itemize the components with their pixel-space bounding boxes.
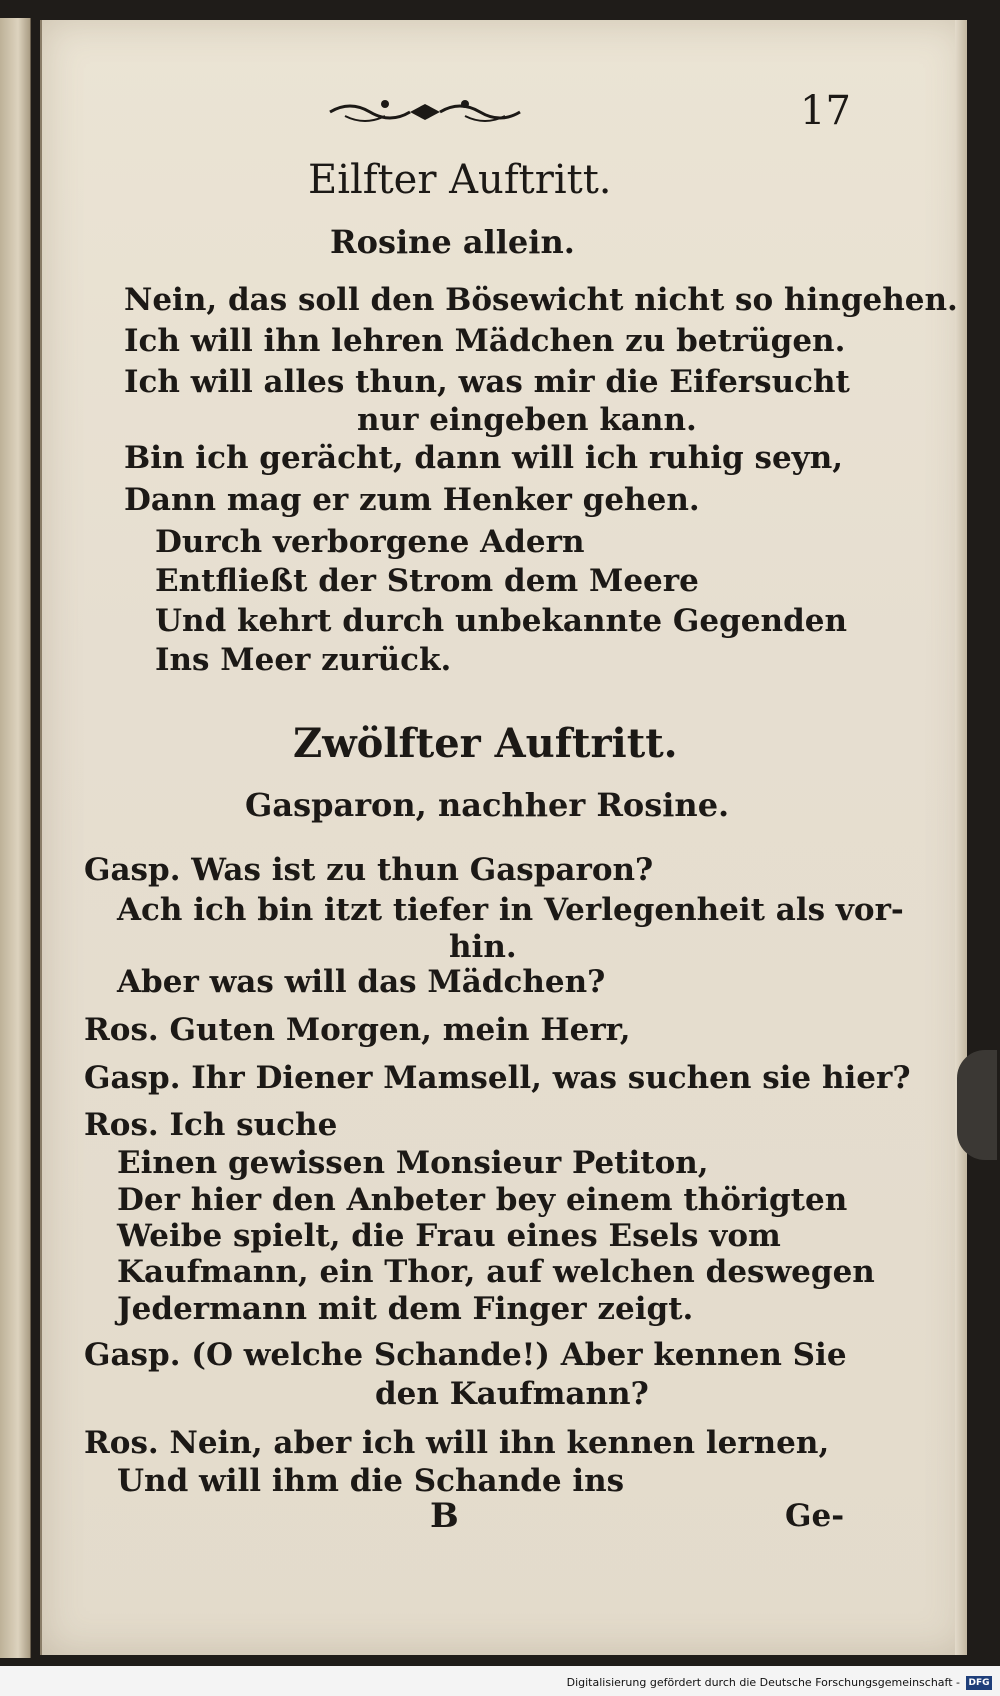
dialogue-line: Ros. Guten Morgen, mein Herr, [84, 1012, 631, 1048]
dialogue-line: Ros. Nein, aber ich will ihn kennen lernen, [84, 1425, 830, 1461]
signature-mark: B [430, 1496, 459, 1536]
scene-12-subtitle: Gasparon, nachher Rosine. [245, 786, 730, 824]
dfg-logo[interactable]: DFG [966, 1676, 992, 1690]
page-clip [957, 1050, 997, 1160]
scene-11-title: Eilfter Auftritt. [308, 157, 612, 203]
dialogue-line: Gasp. Ihr Diener Mamsell, was suchen sie hier? [84, 1060, 911, 1096]
dialogue-line: Aber was will das Mädchen? [117, 964, 606, 1000]
text-line: Bin ich gerächt, dann will ich ruhig seyn, [124, 440, 844, 476]
dialogue-line: Gasp. (O welche Schande!) Aber kennen Sie [84, 1337, 847, 1373]
dialogue-line: hin. [449, 929, 517, 965]
previous-page-edge [0, 18, 31, 1658]
text-line: Ich will ihn lehren Mädchen zu betrügen. [124, 323, 846, 359]
text-line: nur eingeben kann. [357, 402, 697, 438]
text-line: Nein, das soll den Bösewicht nicht so hingehen. [124, 282, 958, 318]
dialogue-line: Ach ich bin itzt tiefer in Verlegenheit als vor- [117, 892, 904, 928]
dialogue-line: Gasp. Was ist zu thun Gasparon? [84, 852, 654, 888]
text-line: Entfließt der Strom dem Meere [155, 563, 699, 599]
page-number: 17 [800, 88, 851, 134]
dialogue-line: Der hier den Anbeter bey einem thörigten [117, 1182, 848, 1218]
ornament-vignette [325, 92, 525, 132]
dialogue-line: Ros. Ich suche [84, 1107, 338, 1143]
text-line: Durch verborgene Adern [155, 524, 585, 560]
text-line: Ins Meer zurück. [155, 642, 452, 678]
dialogue-line: Einen gewissen Monsieur Petiton, [117, 1145, 709, 1181]
dialogue-line: den Kaufmann? [375, 1376, 649, 1412]
scene-12-title: Zwölfter Auftritt. [293, 720, 678, 767]
footer-bar [0, 1666, 1000, 1696]
text-line: Ich will alles thun, was mir die Eifersucht [124, 364, 850, 400]
scene-11-subtitle: Rosine allein. [330, 223, 575, 261]
page-edge-shadow [955, 20, 967, 1655]
catchword: Ge- [785, 1498, 845, 1534]
dialogue-line: Weibe spielt, die Frau eines Esels vom [117, 1218, 781, 1254]
footer-credit: Digitalisierung gefördert durch die Deutsche Forschungsgemeinschaft - [566, 1676, 960, 1689]
text-line: Dann mag er zum Henker gehen. [124, 482, 700, 518]
dialogue-line: Kaufmann, ein Thor, auf welchen deswegen [117, 1254, 875, 1290]
text-line: Und kehrt durch unbekannte Gegenden [155, 603, 848, 639]
dialogue-line: Jedermann mit dem Finger zeigt. [117, 1291, 694, 1327]
dialogue-line: Und will ihm die Schande ins [117, 1463, 625, 1499]
